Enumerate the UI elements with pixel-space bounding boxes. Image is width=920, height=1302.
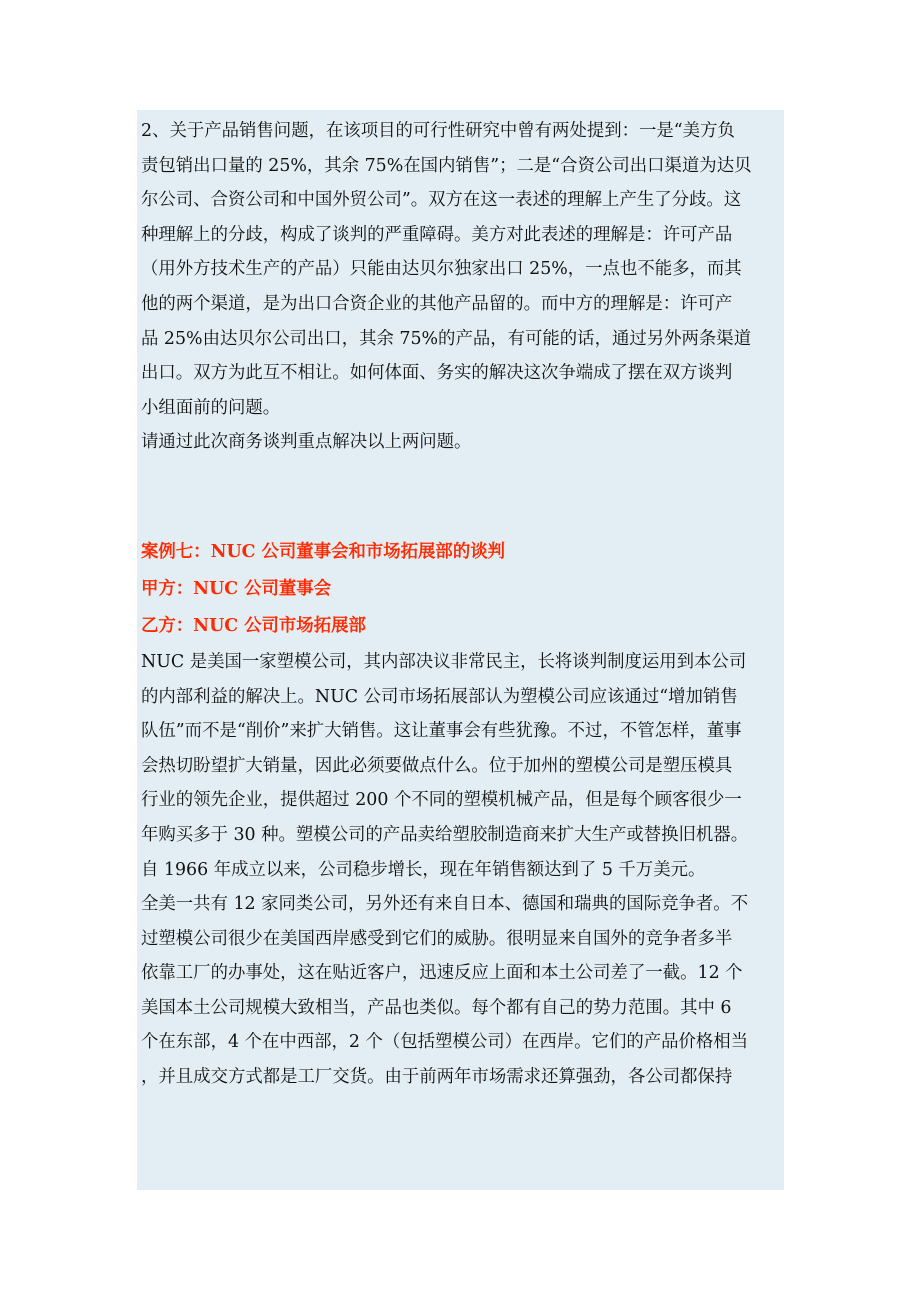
text-line: 出口。双方为此互不相让。如何体面、务实的解决这次争端成了摆在双方谈判: [141, 363, 733, 384]
text-line: 自 1966 年成立以来，公司稳步增长，现在年销售额达到了 5 千万美元。: [141, 859, 706, 880]
text-line: 责包销出口量的 25%，其余 75%在国内销售”；二是“合资公司出口渠道为达贝: [141, 155, 752, 176]
section-gap: [141, 460, 780, 534]
text-line: 品 25%由达贝尔公司出口，其余 75%的产品，有可能的话，通过另外两条渠道: [141, 328, 752, 349]
party-a-heading: 甲方：NUC 公司董事会: [141, 578, 332, 599]
party-b-heading: 乙方：NUC 公司市场拓展部: [141, 615, 366, 636]
text-line: ，并且成交方式都是工厂交货。由于前两年市场需求还算强劲，各公司都保持: [141, 1067, 733, 1088]
text-line: 全美一共有 12 家同类公司，另外还有来自日本、德国和瑞典的国际竞争者。不: [141, 894, 749, 915]
document-page: [137, 110, 784, 1190]
text-line: 会热切盼望扩大销量，因此必须要做点什么。位于加州的塑模公司是塑压模具: [141, 755, 733, 776]
case-paragraph-2: [141, 887, 780, 1095]
text-line: 小组面前的问题。: [141, 397, 281, 418]
case-title: 案例七：NUC 公司董事会和市场拓展部的谈判: [141, 541, 505, 562]
case-paragraph-1: [141, 645, 780, 887]
section1-paragraph: [141, 114, 780, 425]
text-line: 年购买多于 30 种。塑模公司的产品卖给塑胶制造商来扩大生产或替换旧机器。: [141, 824, 749, 845]
text-line: 过塑模公司很少在美国西岸感受到它们的威胁。很明显来自国外的竞争者多半: [141, 928, 733, 949]
text-line: NUC 是美国一家塑模公司，其内部决议非常民主，长将谈判制度运用到本公司: [141, 651, 747, 672]
text-line: 尔公司、合资公司和中国外贸公司”。双方在这一表述的理解上产生了分歧。这: [141, 190, 742, 211]
text-line: 行业的领先企业，提供超过 200 个不同的塑模机械产品，但是每个顾客很少一: [141, 790, 742, 811]
text-line: 个在东部，4 个在中西部，2 个（包括塑模公司）在西岸。它们的产品价格相当: [141, 1032, 749, 1053]
text-line: （用外方技术生产的产品）只能由达贝尔独家出口 25%，一点也不能多，而其: [141, 259, 742, 280]
text-line: 队伍”而不是“削价”来扩大销售。这让董事会有些犹豫。不过，不管怎样，董事: [141, 721, 742, 742]
text-line: 依靠工厂的办事处，这在贴近客户，迅速反应上面和本土公司差了一截。12 个: [141, 963, 743, 984]
text-line: 他的两个渠道，是为出口合资企业的其他产品留的。而中方的理解是：许可产: [141, 293, 733, 314]
text-line: 请通过此次商务谈判重点解决以上两问题。: [141, 432, 472, 453]
closing-instruction: [141, 425, 780, 460]
text-line: 的内部利益的解决上。NUC 公司市场拓展部认为塑模公司应该通过“增加销售: [141, 686, 738, 707]
text-line: 种理解上的分歧，构成了谈判的严重障碍。美方对此表述的理解是：许可产品: [141, 224, 733, 245]
text-line: 2、关于产品销售问题，在该项目的可行性研究中曾有两处提到：一是“美方负: [141, 121, 735, 141]
text-line: 美国本土公司规模大致相当，产品也类似。每个都有自己的势力范围。其中 6: [141, 997, 732, 1018]
